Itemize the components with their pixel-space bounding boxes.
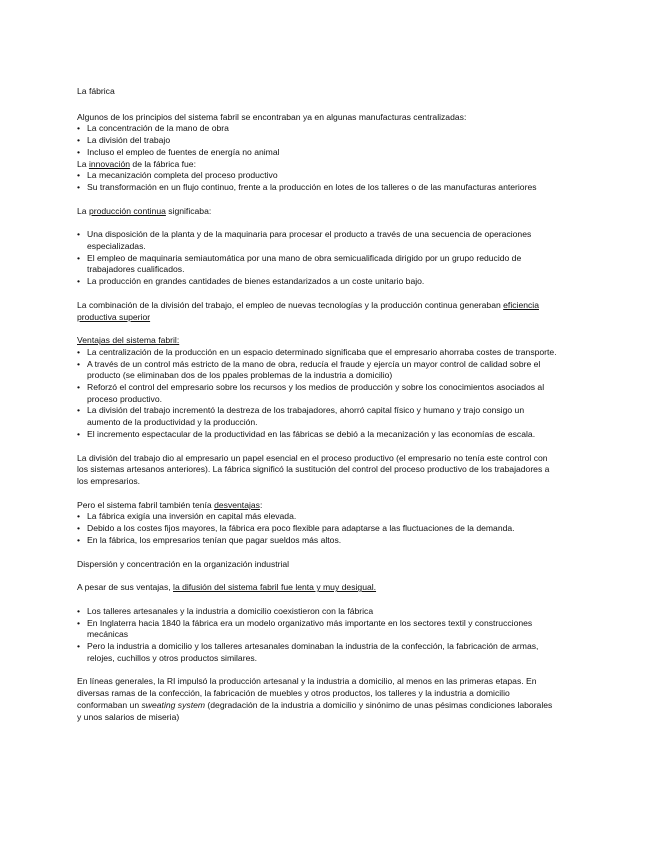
sec1-intro: Algunos de los principios del sistema fabril se encontraban ya en algunas manufacturas centralizadas:	[77, 111, 467, 122]
list-item: • Debido a los costes fijos mayores, la fábrica era poco flexible para adaptarse a las fluctuaciones de la demanda.	[77, 523, 557, 535]
final-paragraph: En líneas generales, la RI impulsó la producción artesanal y la industria a domicilio, al menos en las primeras etapas. En diversas ramas de la confección, la fabricación de muebles y otros productos, los talleres y la industria a domicilio conformaban un sweating system (degradación de la industria a domicilio y sinónimo de unas pésimas condiciones laborales y unos salarios de miseria)	[77, 676, 553, 722]
list-item: • La concentración de la mano de obra	[77, 123, 557, 135]
list-item: • Los talleres artesanales y la industria a domicilio coexistieron con la fábrica	[77, 606, 557, 618]
document-title: La fábrica	[77, 86, 115, 96]
list-item: • Una disposición de la planta y de la maquinaria para procesar el producto a través de una secuencia de operaciones especializadas.	[77, 229, 557, 252]
coexistence-list	[77, 606, 557, 665]
list-item: • En Inglaterra hacia 1840 la fábrica era un modelo organizativo más importante en los sectores textil y construcciones mecánicas	[77, 618, 557, 641]
list-item: • Reforzó el control del empresario sobre los recursos y los medios de producción y sobre los conocimientos asociados al proceso productivo.	[77, 382, 557, 405]
list-item: • La producción en grandes cantidades de bienes estandarizados a un coste unitario bajo.	[77, 276, 557, 288]
sweating-system-term: sweating system	[141, 699, 206, 710]
disadvantages-heading: Pero el sistema fabril también tenía desventajas:	[77, 499, 263, 510]
combination-paragraph: La combinación de la división del trabajo, el empleo de nuevas tecnologías y la producción continua generaban eficiencia productiva superior	[77, 299, 539, 322]
list-item: • Incluso el empleo de fuentes de energía no animal	[77, 147, 557, 159]
innovation-underline: innovación	[88, 158, 131, 169]
continuous-production-list	[77, 229, 557, 288]
document-page	[77, 86, 557, 723]
list-item: • El incremento espectacular de la productividad en las fábricas se debió a la mecanización y las economías de escala.	[77, 429, 557, 441]
advantages-heading: Ventajas del sistema fabril:	[77, 335, 180, 346]
innovation-list	[77, 170, 557, 193]
division-paragraph: La división del trabajo dio al empresario un papel esencial en el proceso productivo (el empresario no tenía este control con los sistemas artesanos anteriores). La fábrica significó la sustitución del control del proceso productivo de los trabajadores a los empresarios.	[77, 452, 550, 486]
list-item: • La división del trabajo	[77, 135, 557, 147]
list-item: • Pero la industria a domicilio y los talleres artesanales dominaban la industria de la confección, la fabricación de armas, relojes, cuchillos y otros productos similares.	[77, 641, 557, 664]
list-item: • El empleo de maquinaria semiautomática por una mano de obra semicualificada dirigido por un grupo reducido de trabajadores cualificados.	[77, 253, 557, 276]
disadvantages-list	[77, 511, 557, 546]
list-item: • La centralización de la producción en un espacio determinado significaba que el empresario ahorraba costes de transporte.	[77, 347, 557, 359]
list-item: • La división del trabajo incrementó la destreza de los trabajadores, ahorró capital físico y humano y trajo consigo un aumento de la productividad y la producción.	[77, 405, 557, 428]
list-item: • La mecanización completa del proceso productivo	[77, 170, 557, 182]
list-item: • La fábrica exigía una inversión en capital más elevada.	[77, 511, 557, 523]
list-item: • Su transformación en un flujo continuo, frente a la producción en lotes de los talleres o de las manufacturas anteriores	[77, 182, 557, 194]
sec1-list	[77, 123, 557, 158]
continuous-production-heading: La producción continua significaba:	[77, 205, 212, 216]
dispersion-heading: Dispersión y concentración en la organización industrial	[77, 558, 290, 569]
diffusion-line: A pesar de sus ventajas, la difusión del sistema fabril fue lenta y muy desigual.	[77, 582, 377, 593]
list-item: • A través de un control más estricto de la mano de obra, reducía el fraude y ejercía un mayor control de calidad sobre el producto (se eliminaban dos de los ppales problemas de la industria a domicilio)	[77, 359, 557, 382]
advantages-list	[77, 347, 557, 441]
list-item: • En la fábrica, los empresarios tenían que pagar sueldos más altos.	[77, 535, 557, 547]
innovation-line: La innovación de la fábrica fue:	[77, 158, 196, 169]
